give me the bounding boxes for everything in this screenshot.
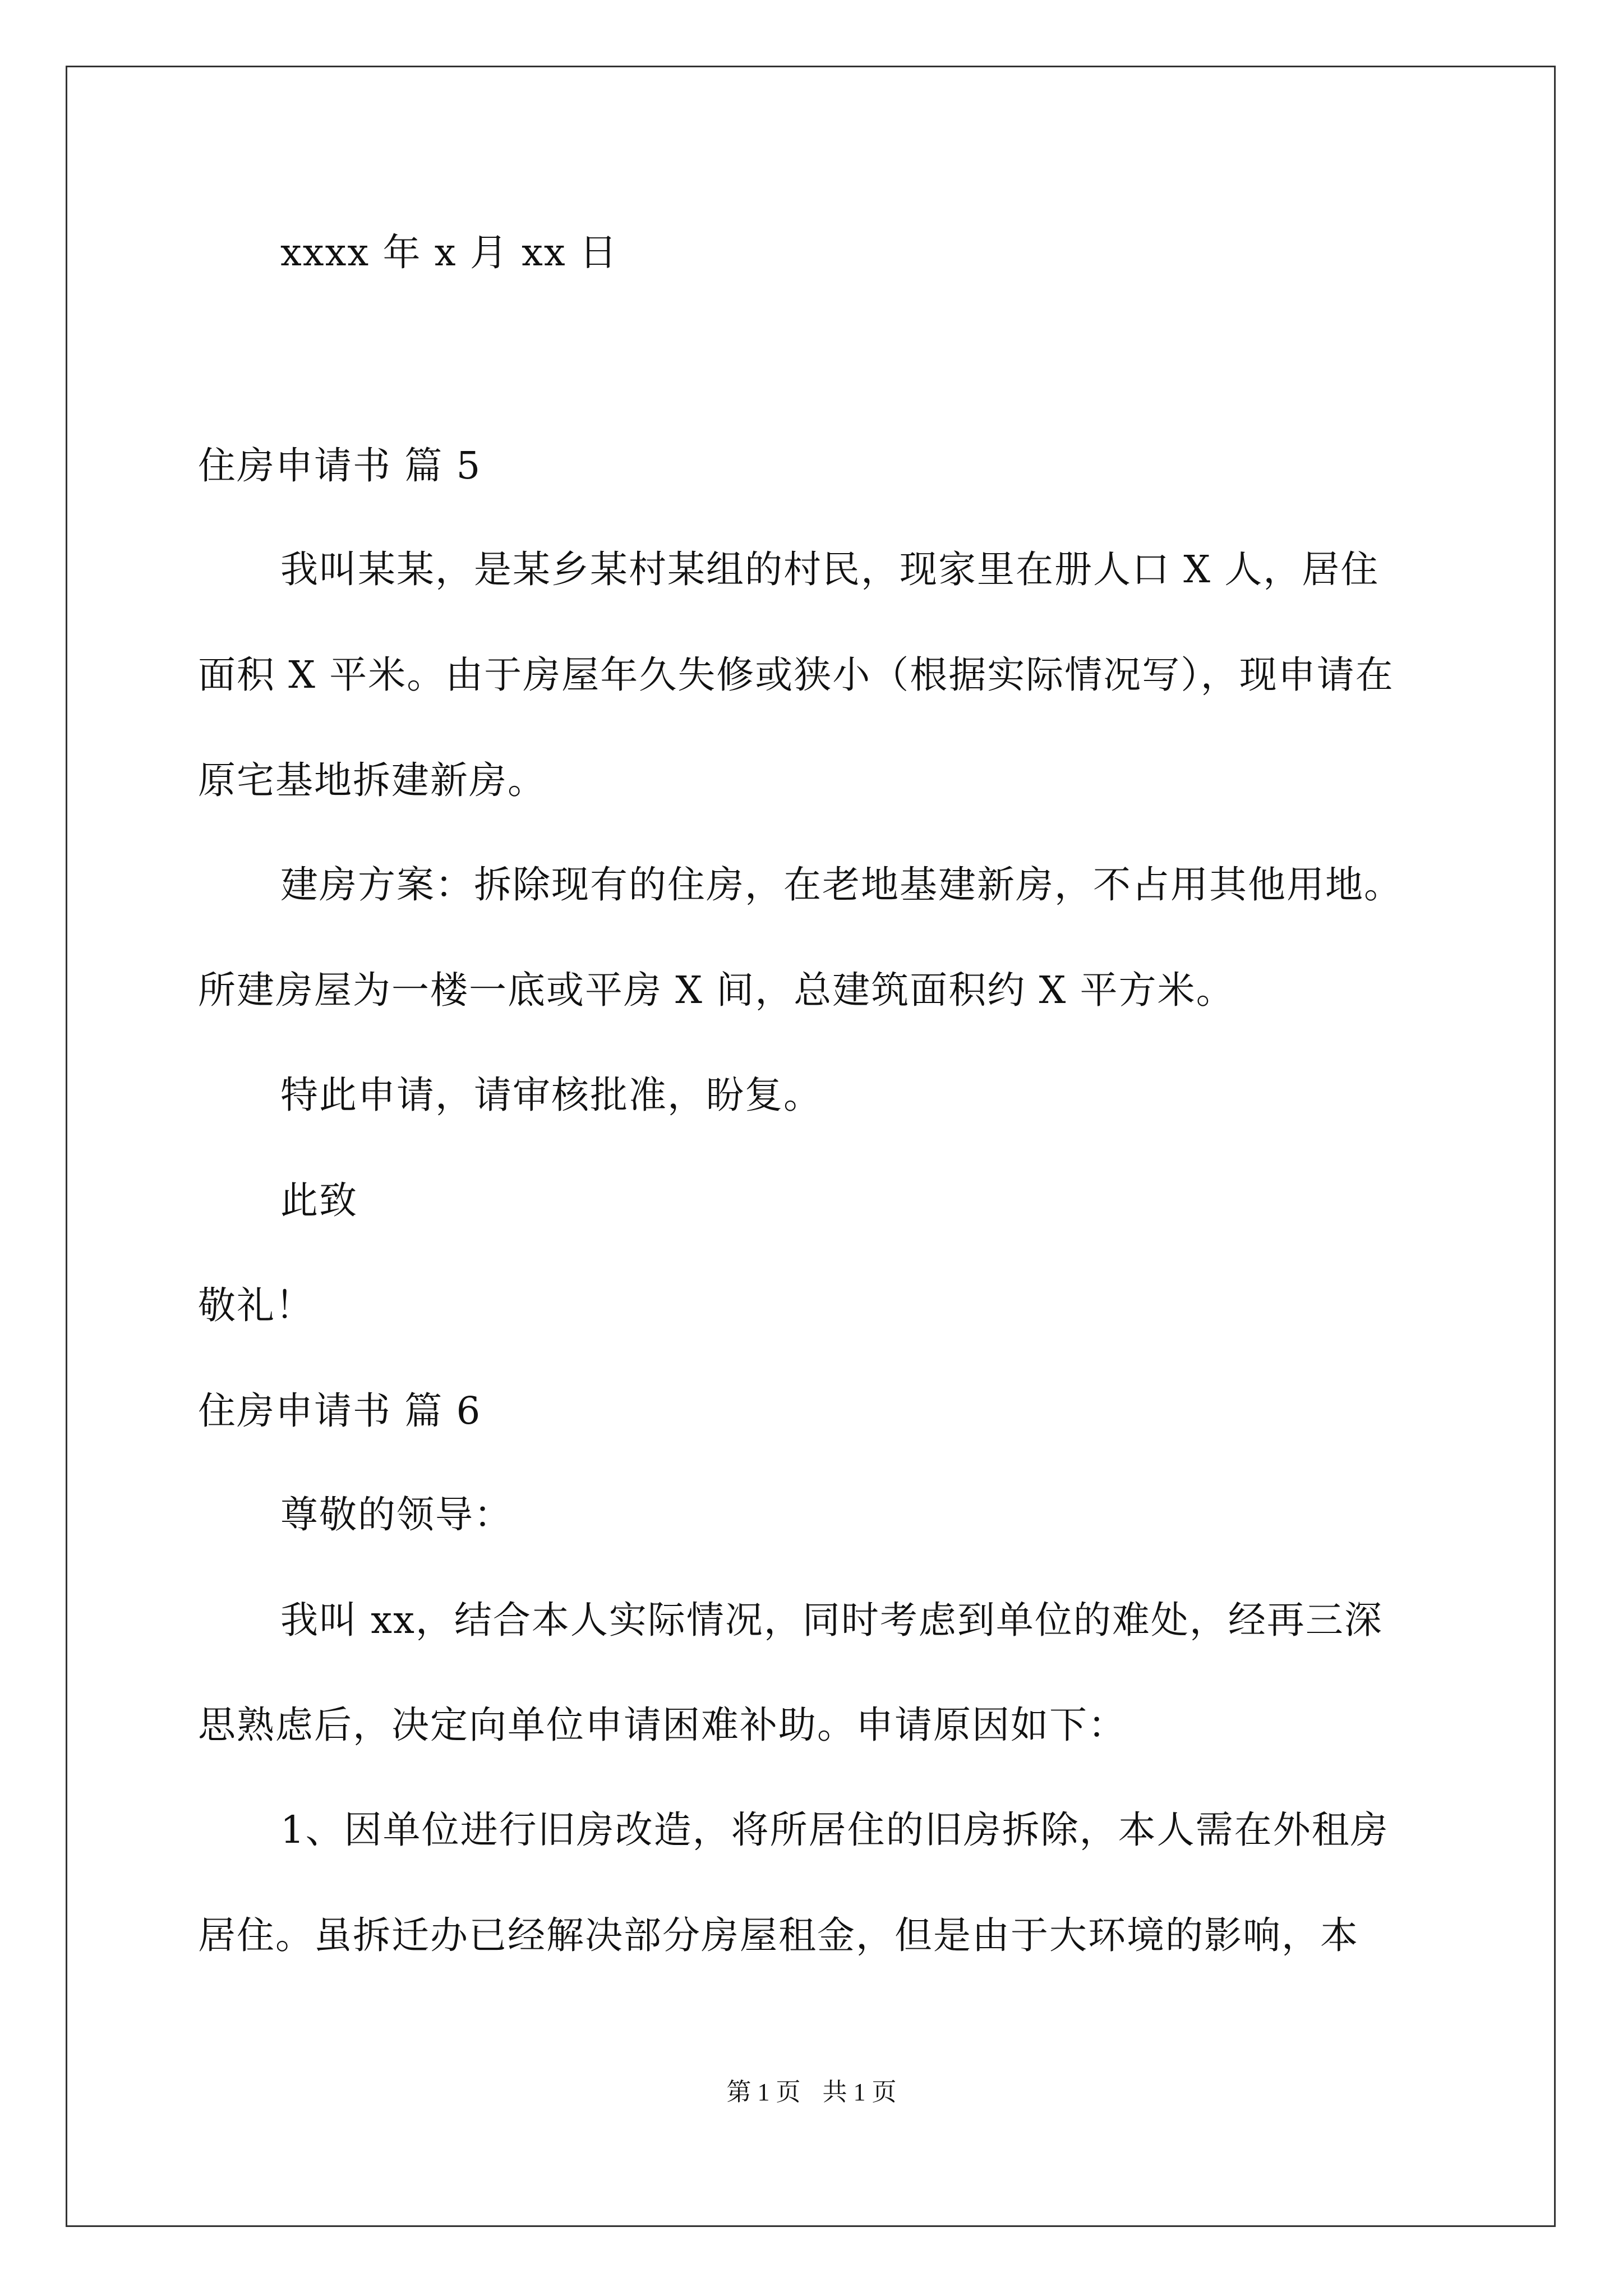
- section-5-para3: 特此申请，请审核批准，盼复。: [280, 1073, 822, 1117]
- section-5-closing-2: 敬礼！: [198, 1283, 314, 1327]
- section-5-para1-line3: 原宅基地拆建新房。: [198, 758, 546, 802]
- section-6-para1-line1: 我叫 xx，结合本人实际情况，同时考虑到单位的难处，经再三深: [280, 1598, 1383, 1642]
- section-6-salutation: 尊敬的领导：: [280, 1493, 513, 1536]
- section-5-para2-line1: 建房方案：拆除现有的住房，在老地基建新房，不占用其他用地。: [280, 863, 1403, 907]
- section-5-para1-line1: 我叫某某，是某乡某村某组的村民，现家里在册人口 X 人，居住: [280, 547, 1380, 591]
- section-5-para1-line2: 面积 X 平米。由于房屋年久失修或狭小（根据实际情况写），现申请在: [198, 653, 1394, 697]
- section-5-heading: 住房申请书 篇 5: [198, 444, 482, 487]
- page-number-total: 共 1 页: [822, 2078, 897, 2106]
- date-line: xxxx 年 x 月 xx 日: [280, 231, 618, 274]
- page-footer: [0, 2076, 1623, 2109]
- section-6-heading: 住房申请书 篇 6: [198, 1389, 482, 1433]
- section-5-para2-line2: 所建房屋为一楼一底或平房 X 间，总建筑面积约 X 平方米。: [198, 968, 1235, 1012]
- page-number-current: 第 1 页: [726, 2078, 801, 2106]
- section-6-para1-line2: 思熟虑后，决定向单位申请困难补助。申请原因如下：: [198, 1703, 1127, 1747]
- page-border: [66, 66, 1556, 2227]
- section-6-para2-line1: 1、因单位进行旧房改造，将所居住的旧房拆除，本人需在外租房: [280, 1808, 1389, 1852]
- section-5-closing-1: 此致: [280, 1179, 358, 1222]
- section-6-para2-line2: 居住。虽拆迁办已经解决部分房屋租金，但是由于大环境的影响，本: [198, 1913, 1359, 1957]
